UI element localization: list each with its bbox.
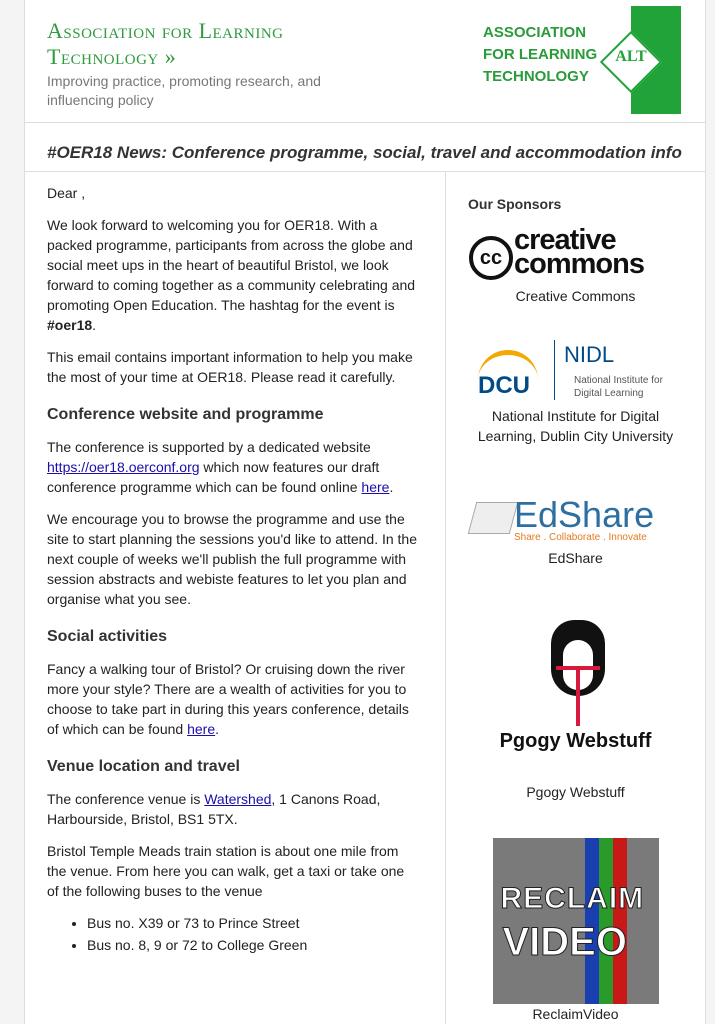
pgogy-logo (446, 606, 705, 756)
book-icon (468, 502, 519, 534)
org-tagline: Improving practice, promoting research, and influencing policy (47, 73, 321, 108)
dcu-nidl-logo (446, 336, 705, 406)
heading-social: Social activities (47, 628, 168, 645)
social-end: . (215, 721, 220, 737)
heading-venue: Venue location and travel (47, 758, 240, 775)
email-frame (24, 0, 706, 1024)
social-text: Fancy a walking tour of Bristol? Or cruising down the river more your style? There are a wealth of activities for you to choose to take part in during this years conference, details of which can be found (47, 661, 409, 737)
programme-paragraph: We encourage you to browse the programme and use the site to start planning the sessions you'd like to attend. In the next couple of weeks we'll publish the full programme with session abstracts and webiste features to let you plan and organise what you see. (47, 511, 418, 607)
sponsor-name: National Institute for Digital Learning, Dublin City University (477, 408, 674, 444)
alt-logo-text (483, 22, 603, 88)
watershed-link[interactable]: Watershed (204, 791, 272, 807)
alt-logo-text-3: TECHNOLOGY (483, 68, 589, 85)
rv-word-2: VIDEO (502, 920, 627, 964)
edshare-tagline: Share . Collaborate . Innovate (514, 532, 647, 543)
creative-commons-logo (446, 224, 705, 286)
programme-link[interactable]: here (361, 479, 390, 495)
venue-text: The conference venue is (47, 791, 205, 807)
email-header (25, 0, 705, 123)
email-subject: #OER18 News: Conference programme, social, travel and accommodation info (47, 143, 682, 162)
venue-paragraph (47, 789, 417, 829)
info-paragraph: This email contains important information to help you make the most of your time at OER18. Please read it carefully. (47, 349, 413, 385)
website-text-end: . (389, 479, 394, 495)
website-text-mid: which now features our draft conference programme which can be found online (47, 459, 380, 495)
alt-logo-text-1: ASSOCIATION (483, 24, 587, 41)
alt-logo-text-2: FOR LEARNING (483, 46, 598, 63)
social-paragraph (47, 659, 417, 739)
intro-end: . (92, 317, 97, 333)
intro-text: We look forward to welcoming you for OER18. With a packed programme, participants from across the globe and social meet ups in the heart of beautiful Bristol, we look forward to coming together as a community celebrating and promoting Open Education. The hashtag for the event is (47, 217, 416, 313)
sponsor-edshare[interactable] (446, 496, 705, 568)
org-name-line1: Association for Learning (47, 18, 284, 43)
pgogy-wordmark: Pgogy Webstuff (499, 730, 652, 752)
sponsor-nidl[interactable] (446, 336, 705, 446)
heading-website: Conference website and programme (47, 406, 324, 423)
org-name-line2: Technology » (47, 44, 177, 69)
cc-word-2: commons (514, 248, 644, 280)
website-paragraph (47, 437, 417, 497)
intro-paragraph (47, 215, 417, 335)
social-link[interactable]: here (187, 721, 216, 737)
list-item: • Bus no. 8, 9 or 72 to College Green (87, 935, 417, 955)
website-link[interactable]: https://oer18.oerconf.org (47, 459, 200, 475)
org-branding[interactable] (47, 18, 367, 110)
cc-word-1: creative (514, 224, 616, 256)
sponsor-name: EdShare (548, 550, 603, 566)
alt-logo[interactable] (483, 4, 681, 116)
alt-logo-mark: ALT (615, 48, 647, 65)
logo-separator (554, 340, 555, 400)
reclaimvideo-logo (493, 838, 659, 1004)
sponsor-creative-commons[interactable] (446, 224, 705, 306)
sponsor-name: ReclaimVideo (532, 1006, 619, 1022)
hashtag: #oer18 (47, 317, 93, 333)
cc-icon: cc (469, 236, 513, 280)
venue-address: , 1 Canons Road, Harbourside, Bristol, BS1 5TX. (47, 791, 381, 827)
email-subject-bar (25, 123, 705, 172)
sponsor-reclaimvideo[interactable] (446, 838, 705, 1024)
edshare-logo (446, 496, 705, 548)
sponsors-title: Our Sponsors (468, 196, 562, 212)
nidl-wordmark: NIDL (564, 342, 615, 367)
sponsor-name: Creative Commons (515, 288, 636, 304)
email-body (47, 183, 417, 957)
sponsor-pgogy[interactable] (446, 606, 705, 802)
bus-list (47, 913, 417, 955)
greeting: Dear , (47, 185, 86, 201)
nidl-subtitle: National Institute for Digital Learning (574, 375, 663, 399)
cc-wordmark (514, 224, 644, 280)
website-text-start: The conference is supported by a dedicated website (47, 439, 371, 455)
travel-paragraph: Bristol Temple Meads train station is about one mile from the venue. From here you can walk, get a taxi or take one of the following buses to the venue (47, 843, 405, 899)
pogo-stick-icon (576, 666, 580, 726)
sponsor-name: Pgogy Webstuff (526, 784, 625, 800)
rv-word-1: RECLAIM (500, 882, 645, 915)
dcu-wordmark: DCU (478, 372, 530, 399)
edshare-wordmark: EdShare (514, 494, 655, 535)
list-item: • Bus no. X39 or 73 to Prince Street (87, 913, 417, 933)
